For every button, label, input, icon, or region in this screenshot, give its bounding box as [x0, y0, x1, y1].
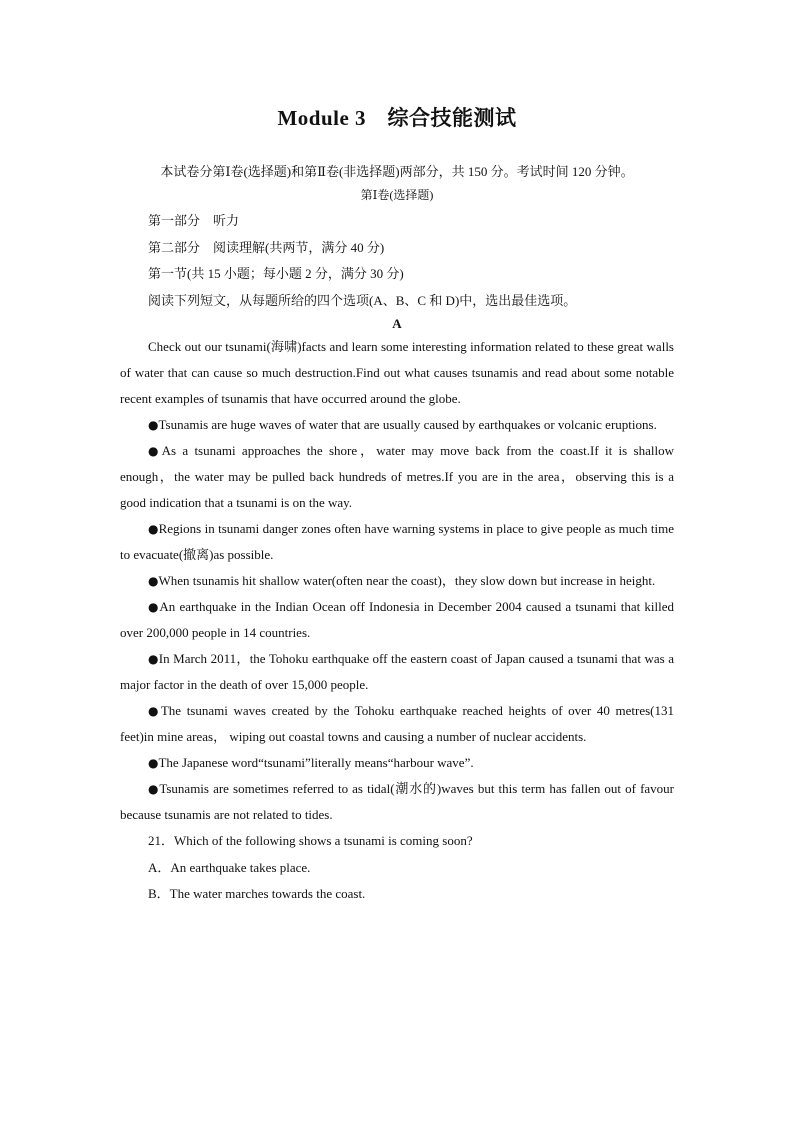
bullet-icon: ●: [148, 600, 160, 614]
list-item: [120, 776, 674, 828]
list-item: [120, 438, 674, 516]
list-item-text: In March 2011，the Tohoku earthquake off the eastern coast of Japan caused a tsunami that was a major factor in the death of over 15,000 people.: [120, 651, 674, 692]
list-item: [120, 750, 674, 776]
list-item-text: The Japanese word“tsunami”literally means“harbour wave”.: [158, 755, 474, 770]
list-item-text: As a tsunami approaches the shore，water may move back from the coast.If it is shallow enough，the water may be pulled back hundreds of metres.If you are in the area，observing this is a good indication that a tsunami is on the way.: [120, 443, 674, 510]
question-21: 21．Which of the following shows a tsunami is coming soon?: [148, 833, 473, 848]
bullet-icon: ●: [148, 418, 159, 432]
exam-intro: 本试卷分第Ⅰ卷(选择题)和第Ⅱ卷(非选择题)两部分，共 150 分。考试时间 120 分钟。: [160, 164, 634, 179]
list-item: [120, 698, 674, 750]
part-one-heading: 第一部分 听力: [148, 213, 240, 228]
exam-page: [120, 100, 674, 908]
list-item: [120, 516, 674, 568]
list-item-text: Regions in tsunami danger zones often have warning systems in place to give people as much time to evacuate(撤离)as possible.: [120, 521, 674, 562]
bullet-icon: ●: [148, 574, 159, 588]
list-item: [120, 646, 674, 698]
answer-option-a[interactable]: A．An earthquake takes place.: [148, 859, 311, 875]
bullet-icon: ●: [148, 444, 162, 458]
bullet-icon: ●: [148, 522, 159, 536]
list-item-text: An earthquake in the Indian Ocean off Indonesia in December 2004 caused a tsunami that killed over 200,000 people in 14 countries.: [120, 599, 674, 640]
section-one-heading: 第一节(共 15 小题；每小题 2 分，满分 30 分): [148, 266, 404, 281]
list-item: [120, 594, 674, 646]
list-item-text: Tsunamis are sometimes referred to as tidal(潮水的)waves but this term has fallen out of favour because tsunamis are not related to tides.: [120, 781, 674, 822]
part-two-heading: 第二部分 阅读理解(共两节，满分 40 分): [148, 239, 385, 255]
bullet-icon: ●: [148, 652, 159, 666]
list-item-text: When tsunamis hit shallow water(often near the coast)，they slow down but increase in height.: [158, 573, 656, 588]
bullet-icon: ●: [148, 704, 161, 718]
answer-option-b[interactable]: B．The water marches towards the coast.: [148, 886, 366, 901]
instructions: 阅读下列短文，从每题所给的四个选项(A、B、C 和 D)中，选出最佳选项。: [148, 292, 577, 308]
list-item-text: Tsunamis are huge waves of water that are usually caused by earthquakes or volcanic eruptions.: [158, 417, 657, 432]
list-item: [120, 568, 674, 594]
bullet-icon: ●: [148, 756, 159, 770]
passage-label: A: [392, 316, 402, 331]
page-title: Module 3 综合技能测试: [277, 106, 517, 130]
list-item-text: The tsunami waves created by the Tohoku earthquake reached heights of over 40 metres(131 feet)in mine areas， wiping out coastal towns and causing a number of nuclear accidents.: [120, 703, 674, 744]
volume-label: 第Ⅰ卷(选择题): [360, 188, 434, 202]
bullet-icon: ●: [148, 782, 160, 796]
list-item: [120, 412, 674, 438]
passage-intro-paragraph: Check out our tsunami(海啸)facts and learn some interesting information related to these great walls of water that can cause so much destruction.Find out what causes tsunamis and read about some notable recent examples of tsunamis that have occurred around the globe.: [120, 339, 674, 406]
